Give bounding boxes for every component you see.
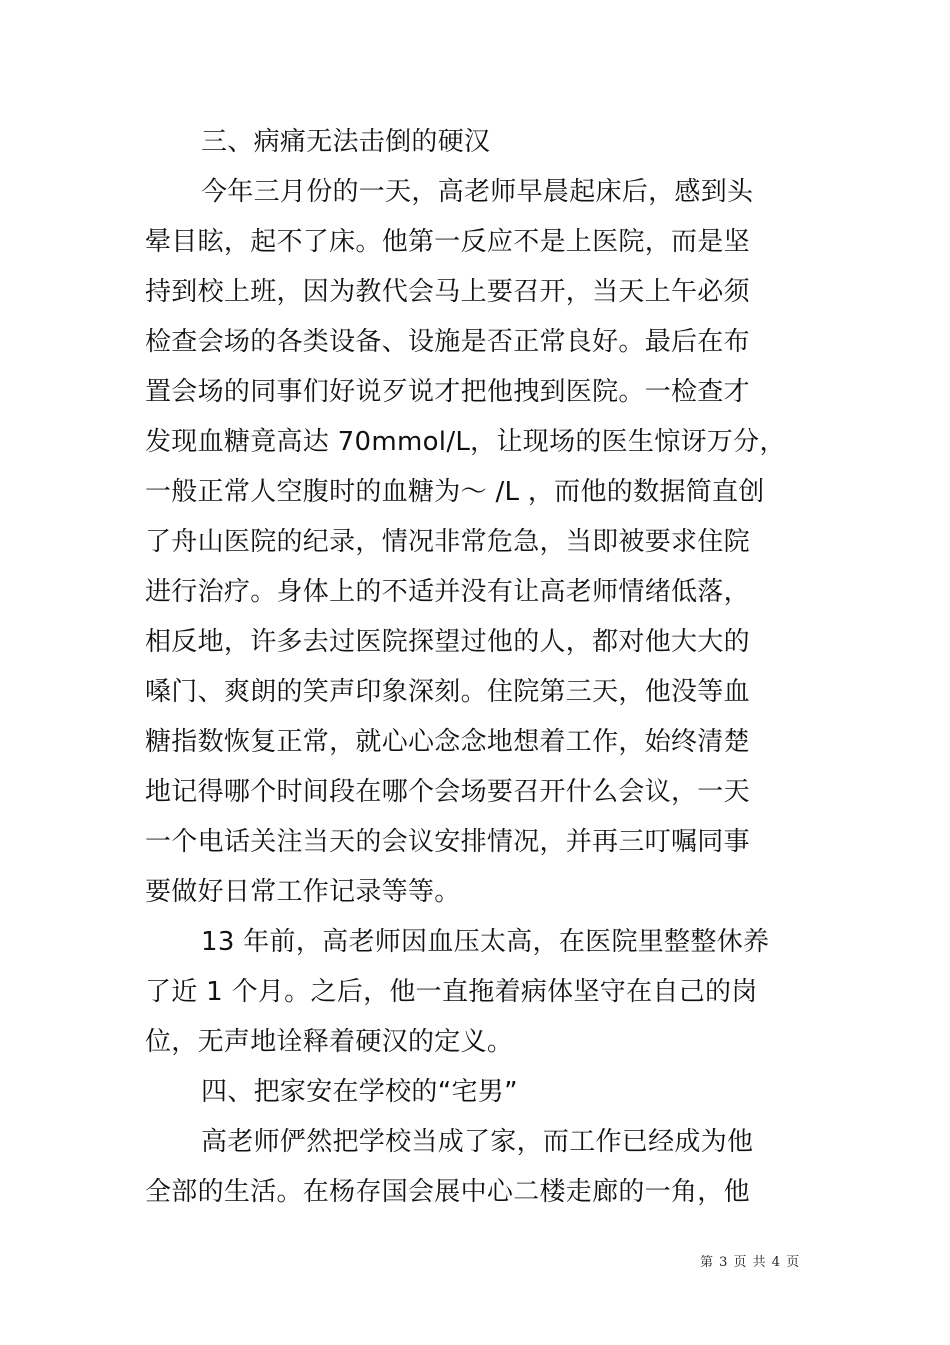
paragraph-line: 晕目眩，起不了床。他第一反应不是上医院，而是坚 — [145, 227, 750, 257]
paragraph-line: 嗓门、爽朗的笑声印象深刻。住院第三天，他没等血 — [145, 677, 750, 707]
paragraph-line: 相反地，许多去过医院探望过他的人，都对他大大的 — [145, 627, 750, 657]
paragraph-line: 检查会场的各类设备、设施是否正常良好。最后在布 — [145, 327, 750, 357]
paragraph-line: 了舟山医院的纪录，情况非常危急，当即被要求住院 — [145, 527, 750, 557]
paragraph-line: 了近 1 个月。之后，他一直拖着病体坚守在自己的岗 — [145, 977, 758, 1007]
paragraph-line: 进行治疗。身体上的不适并没有让高老师情绪低落， — [145, 577, 750, 607]
paragraph-line: 发现血糖竟高达 70mmol/L，让现场的医生惊讶万分， — [145, 427, 786, 457]
section-heading-3: 三、病痛无法击倒的硬汉 — [201, 127, 491, 157]
paragraph-line: 位，无声地诠释着硬汉的定义。 — [145, 1027, 514, 1057]
paragraph-line: 糖指数恢复正常，就心心念念地想着工作，始终清楚 — [145, 727, 750, 757]
paragraph-line: 13 年前，高老师因血压太高，在医院里整整休养 — [201, 927, 770, 957]
paragraph-line: 地记得哪个时间段在哪个会场要召开什么会议，一天 — [145, 777, 750, 807]
page-number: 第 3 页 共 4 页 — [700, 1255, 801, 1270]
paragraph-line: 置会场的同事们好说歹说才把他拽到医院。一检查才 — [145, 377, 750, 407]
body-text — [145, 117, 805, 1217]
paragraph-line: 今年三月份的一天，高老师早晨起床后，感到头 — [201, 177, 754, 207]
paragraph-line: 要做好日常工作记录等等。 — [145, 877, 461, 907]
paragraph-line: 全部的生活。在杨存国会展中心二楼走廊的一角，他 — [145, 1177, 750, 1207]
paragraph-line: 持到校上班，因为教代会马上要召开，当天上午必须 — [145, 277, 750, 307]
paragraph-line: 高老师俨然把学校当成了家，而工作已经成为他 — [201, 1127, 754, 1157]
paragraph-line: 一般正常人空腹时的血糖为～ /L ，而他的数据简直创 — [145, 477, 765, 507]
paragraph-line: 一个电话关注当天的会议安排情况，并再三叮嘱同事 — [145, 827, 750, 857]
section-heading-4: 四、把家安在学校的“宅男” — [201, 1077, 518, 1107]
